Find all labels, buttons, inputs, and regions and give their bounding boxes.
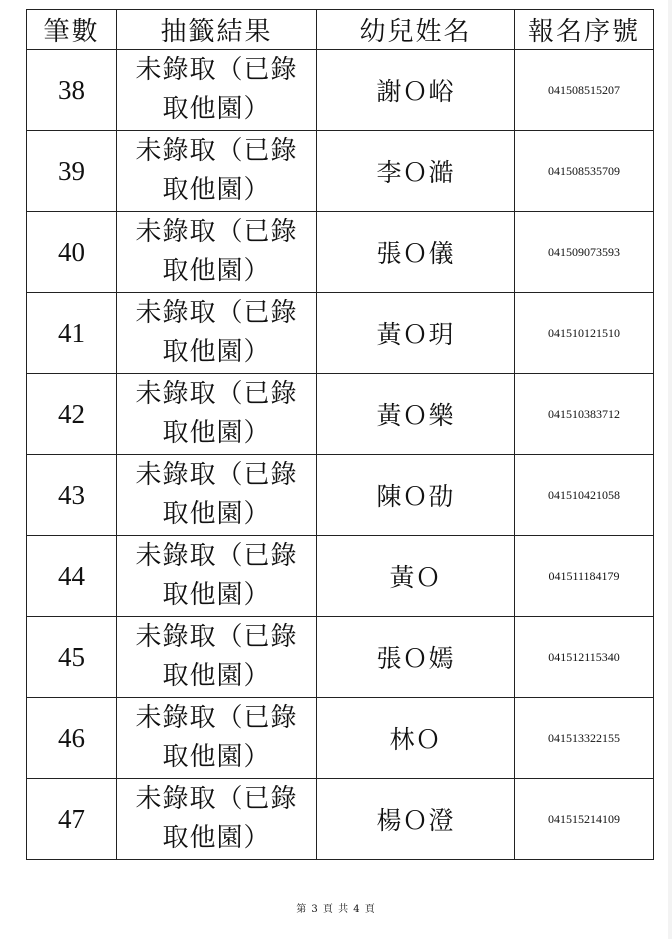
result-line: 未錄取（已錄 [135,298,298,328]
result-line: 未錄取（已錄 [135,136,298,166]
row-count-cell: 46 [27,698,117,779]
row-count-cell: 45 [27,617,117,698]
row-count-cell: 47 [27,779,117,860]
row-result-cell [117,50,317,131]
row-registration-cell: 041512115340 [515,617,654,698]
result-line: 取他園） [162,742,271,772]
result-line: 取他園） [162,499,271,529]
row-name-cell: 謝Ｏ峪 [317,50,515,131]
result-line: 未錄取（已錄 [135,622,298,652]
lottery-results-table [26,9,654,860]
row-registration-cell: 041513322155 [515,698,654,779]
result-line: 取他園） [162,256,271,286]
header-registration-number: 報名序號 [515,10,654,50]
row-name-cell: 楊Ｏ澄 [317,779,515,860]
row-result-cell [117,455,317,536]
row-result-cell [117,293,317,374]
result-line: 未錄取（已錄 [135,55,298,85]
table-row [27,536,654,617]
row-registration-cell: 041510383712 [515,374,654,455]
page-footer: 第 3 頁 共 4 頁 [296,904,376,915]
header-count: 筆數 [27,10,117,50]
table-row [27,293,654,374]
row-name-cell: 陳Ｏ劭 [317,455,515,536]
row-name-cell: 黃Ｏ [317,536,515,617]
row-name-cell: 黃Ｏ樂 [317,374,515,455]
result-line: 取他園） [162,337,271,367]
table-row [27,455,654,536]
table-row [27,374,654,455]
row-count-cell: 41 [27,293,117,374]
row-name-cell: 林Ｏ [317,698,515,779]
row-count-cell: 43 [27,455,117,536]
result-line: 取他園） [162,823,271,853]
result-line: 取他園） [162,418,271,448]
table-row [27,779,654,860]
result-line: 未錄取（已錄 [135,541,298,571]
row-registration-cell: 041508535709 [515,131,654,212]
row-result-cell [117,131,317,212]
table-row [27,698,654,779]
result-line: 取他園） [162,175,271,205]
result-line: 未錄取（已錄 [135,784,298,814]
row-result-cell [117,536,317,617]
result-line: 未錄取（已錄 [135,217,298,247]
row-result-cell [117,779,317,860]
result-line: 取他園） [162,661,271,691]
table-header-row [27,10,654,50]
row-count-cell: 40 [27,212,117,293]
header-result: 抽籤結果 [117,10,317,50]
row-name-cell: 張Ｏ嫣 [317,617,515,698]
result-line: 未錄取（已錄 [135,703,298,733]
row-name-cell: 黃Ｏ玥 [317,293,515,374]
table-body [27,50,654,860]
row-count-cell: 38 [27,50,117,131]
page-edge [668,0,672,939]
row-name-cell: 李Ｏ澔 [317,131,515,212]
row-count-cell: 39 [27,131,117,212]
row-result-cell [117,698,317,779]
result-line: 取他園） [162,94,271,124]
row-registration-cell: 041515214109 [515,779,654,860]
row-registration-cell: 041510121510 [515,293,654,374]
row-registration-cell: 041508515207 [515,50,654,131]
row-result-cell [117,374,317,455]
row-result-cell [117,617,317,698]
row-count-cell: 42 [27,374,117,455]
header-child-name: 幼兒姓名 [317,10,515,50]
row-name-cell: 張Ｏ儀 [317,212,515,293]
table-row [27,617,654,698]
result-line: 取他園） [162,580,271,610]
row-count-cell: 44 [27,536,117,617]
result-line: 未錄取（已錄 [135,379,298,409]
row-result-cell [117,212,317,293]
result-line: 未錄取（已錄 [135,460,298,490]
table-row [27,212,654,293]
table-row [27,131,654,212]
table-row [27,50,654,131]
row-registration-cell: 041510421058 [515,455,654,536]
row-registration-cell: 041511184179 [515,536,654,617]
row-registration-cell: 041509073593 [515,212,654,293]
